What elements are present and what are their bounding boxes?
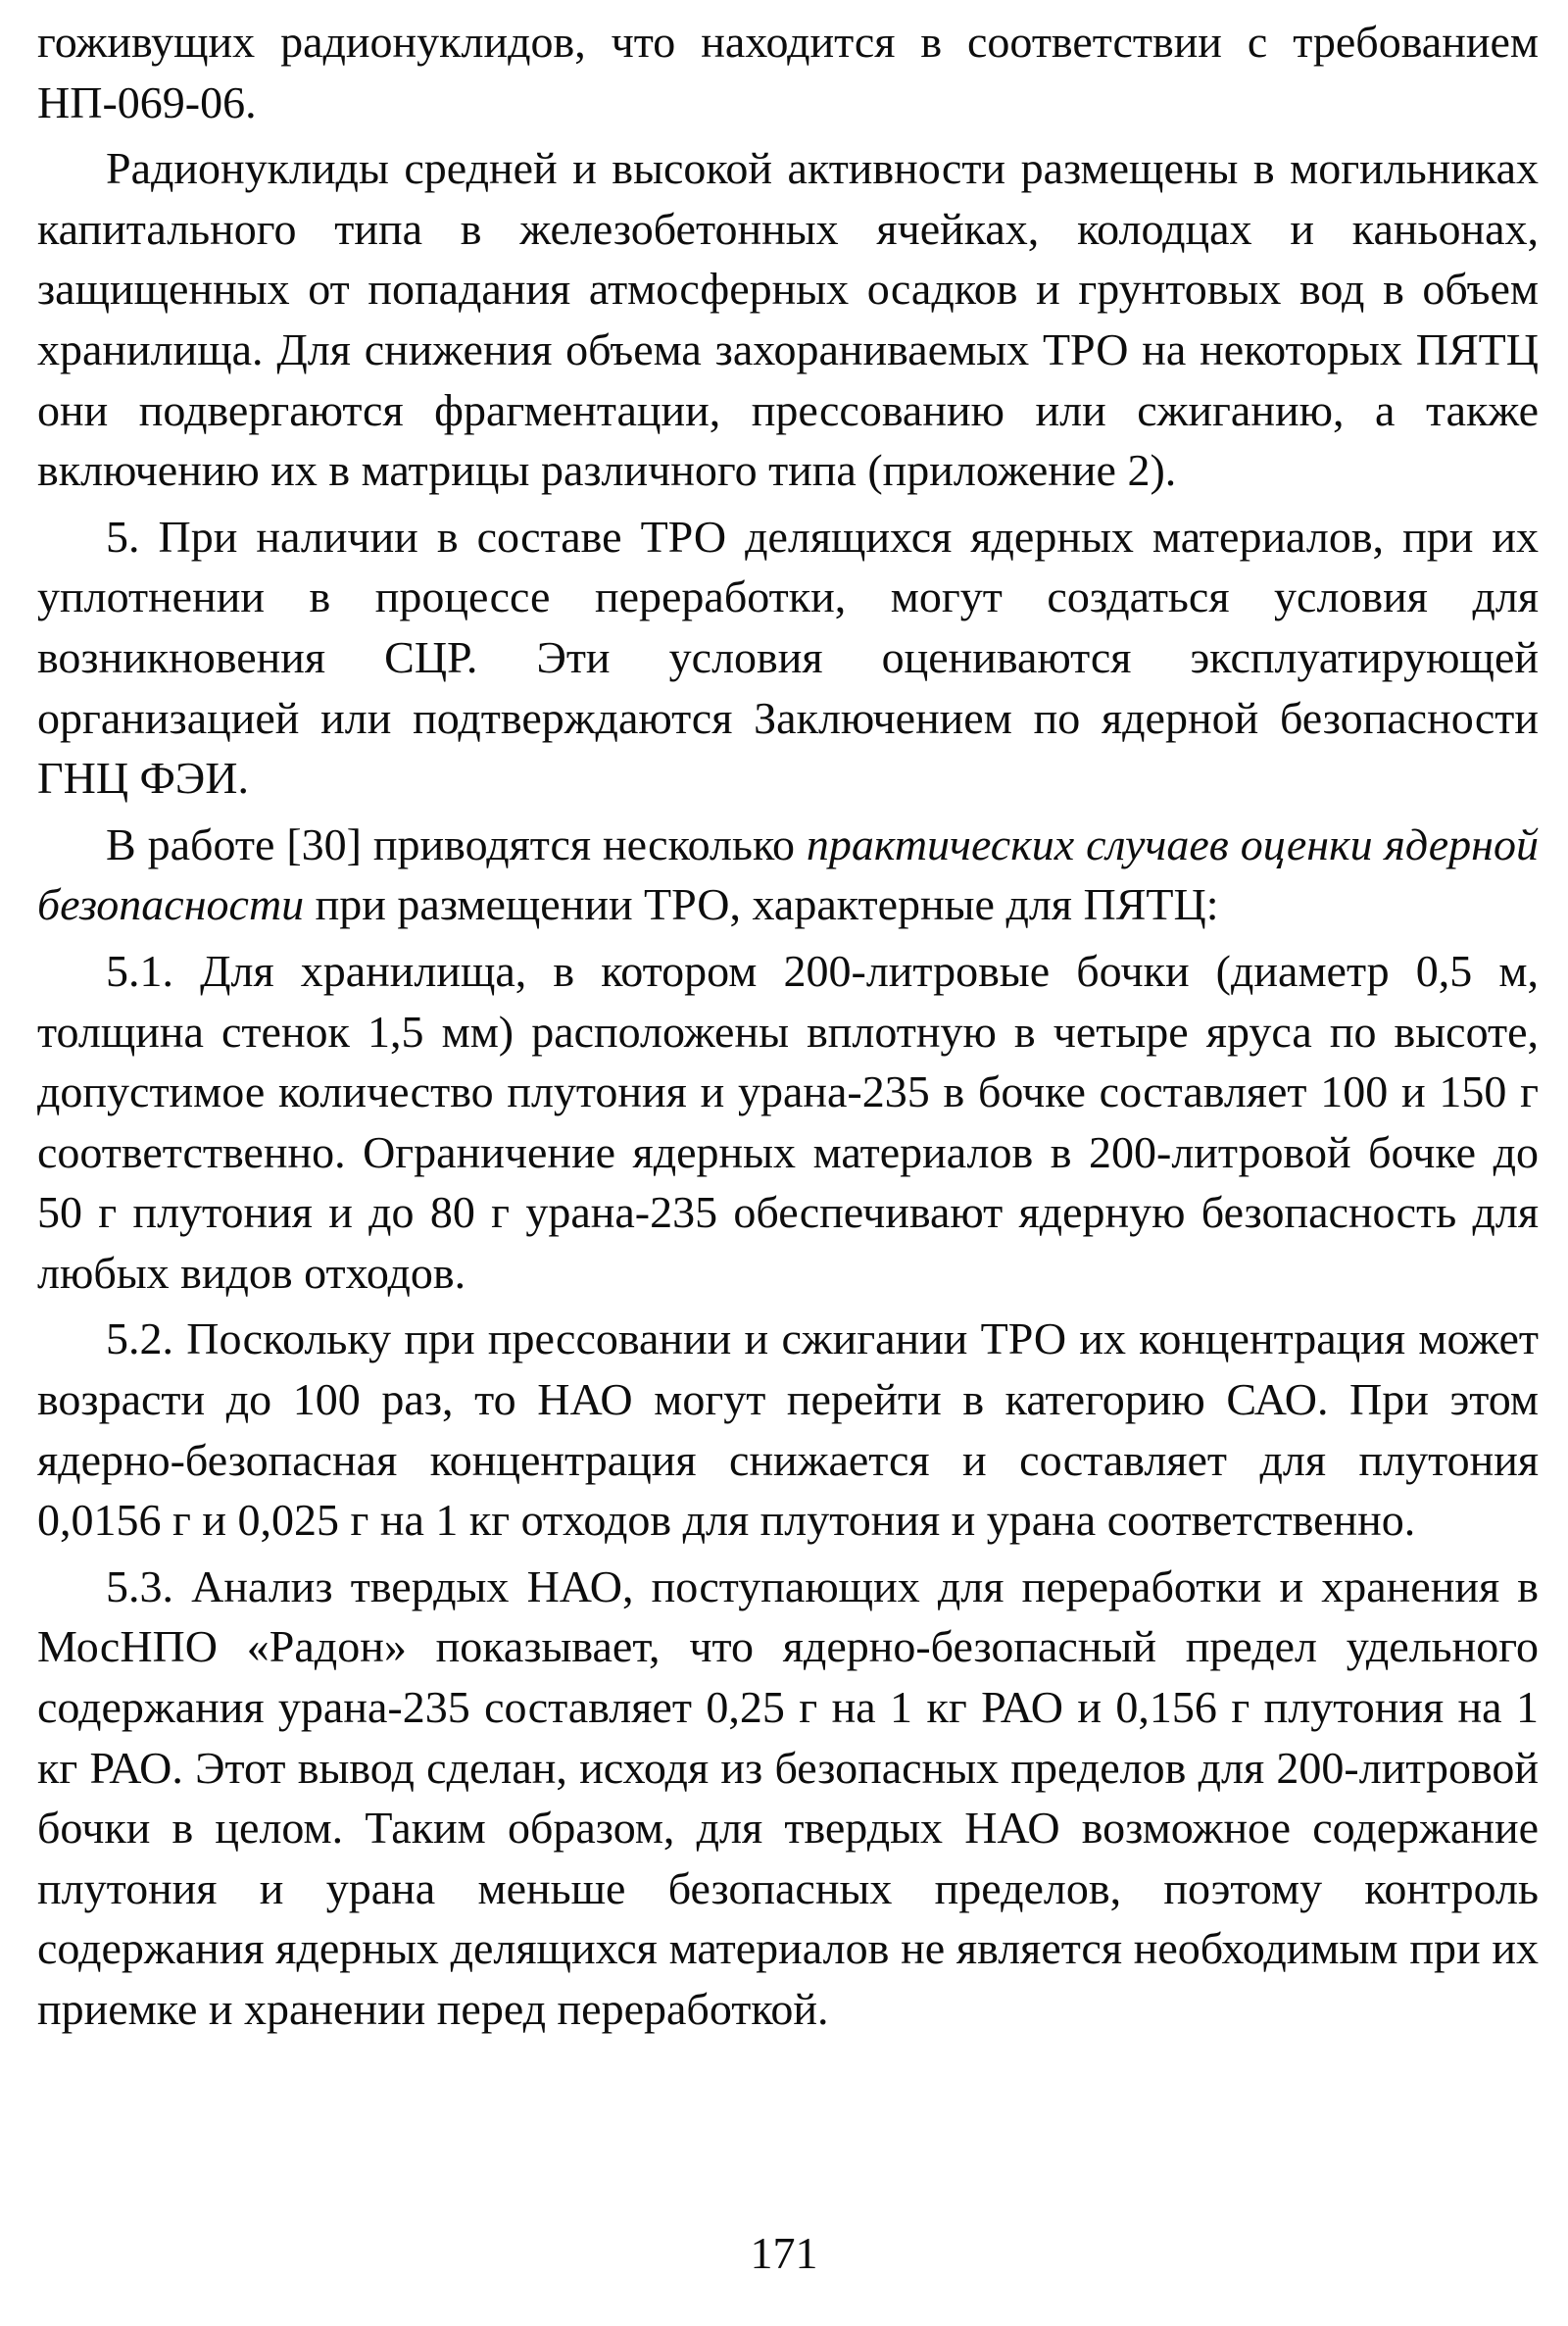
- paragraph-item-5-2: 5.2. Поскольку при прессовании и сжигании ТРО их концентрация может возрасти до 100 раз, то НАО могут перейти в категорию САО. При этом ядерно-безопасная концентрация снижается и составляет для плутония 0,0156 г и 0,025 г на 1 кг отходов для плутония и урана соответственно.: [37, 1313, 1539, 1546]
- paragraph-practical-cases-after: при размещении ТРО, характерные для ПЯТЦ:: [304, 879, 1219, 930]
- paragraph-practical-cases: [37, 815, 1539, 935]
- page-number: 171: [750, 2228, 818, 2278]
- paragraph-continuation: гоживущих радионуклидов, что находится в соответствии с требованием НП-069-06.: [37, 17, 1539, 127]
- paragraph-item-5-1: 5.1. Для хранилища, в котором 200-литровые бочки (диаметр 0,5 м, толщина стенок 1,5 мм) расположены вплотную в четыре яруса по высоте, допустимое количество плутония и урана-235 в бочке составляет 100 и 150 г соответственно. Ограничение ядерных материалов в 200-литровой бочке до 50 г плутония и до 80 г урана-235 обеспечивают ядерную безопасность для любых видов отходов.: [37, 945, 1539, 1298]
- paragraph-item-5-3: 5.3. Анализ твердых НАО, поступающих для переработки и хранения в МосНПО «Радон» показывает, что ядерно-безопасный предел удельного содержания урана-235 составляет 0,25 г на 1 кг РАО и 0,156 г плутония на 1 кг РАО. Этот вывод сделан, исходя из безопасных пределов для 200-литровой бочки в целом. Таким образом, для твердых НАО возможное содержание плутония и урана меньше безопасных пределов, поэтому контроль содержания ядерных делящихся материалов не является необходимым при их приемке и хранении перед переработкой.: [37, 1560, 1539, 2034]
- page-body: [37, 12, 1539, 2040]
- paragraph-item-5: 5. При наличии в составе ТРО делящихся ядерных материалов, при их уплотнении в процессе переработки, могут создаться условия для возникновения СЦР. Эти условия оцениваются эксплуатирующей организацией или подтверждаются Заключением по ядерной безопасности ГНЦ ФЭИ.: [37, 511, 1539, 804]
- paragraph-radionuclides: Радионуклиды средней и высокой активности размещены в могильниках капитального типа в железобетонных ячейках, колодцах и каньонах, защищенных от попадания атмосферных осадков и грунтовых вод в объем хранилища. Для снижения объема захораниваемых ТРО на некоторых ПЯТЦ они подвергаются фрагментации, прессованию или сжиганию, а также включению их в матрицы различного типа (приложение 2).: [37, 143, 1539, 496]
- paragraph-practical-cases-before: В работе [30] приводятся несколько: [106, 818, 807, 869]
- paragraph-practical-cases-italic: практических случаев оценки ядерной безопасности: [37, 818, 1540, 930]
